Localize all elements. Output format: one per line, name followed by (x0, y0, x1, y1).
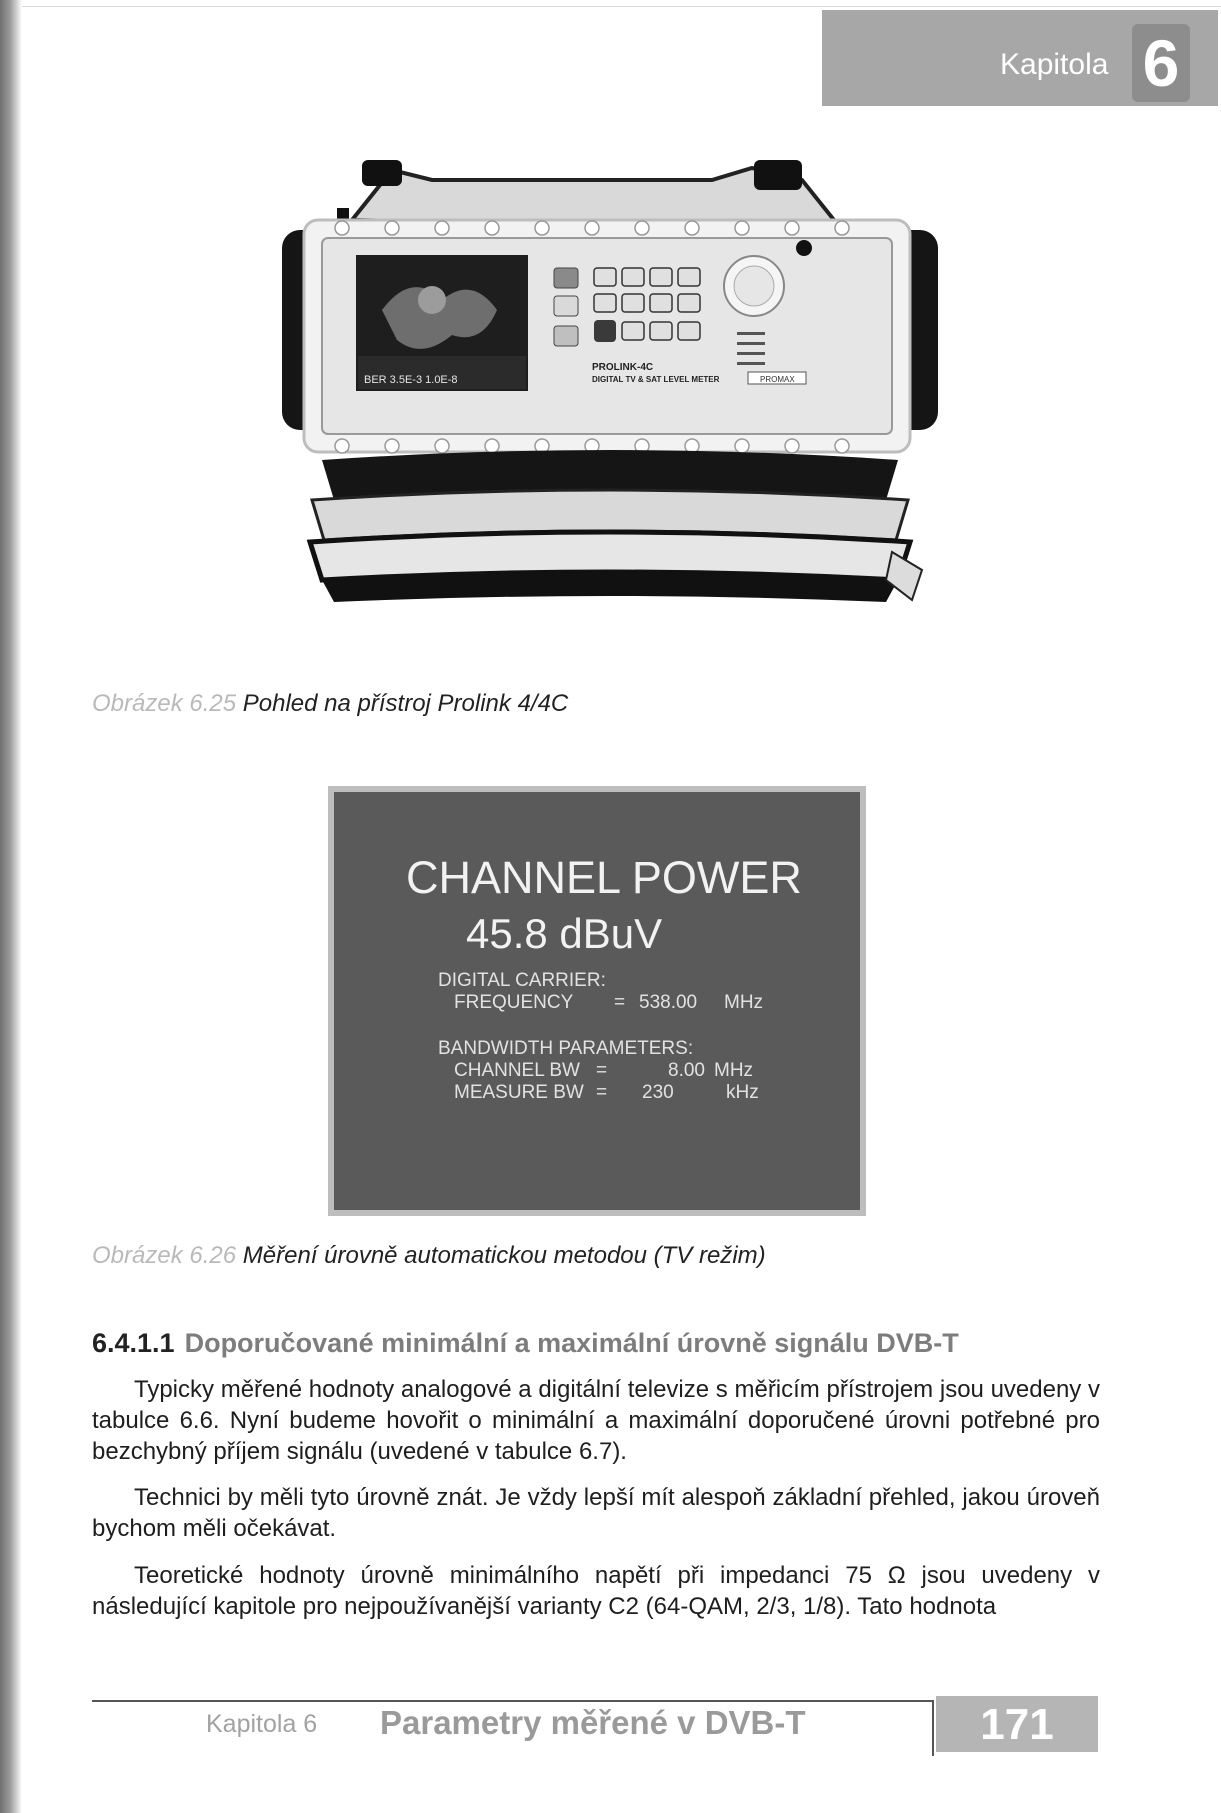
chapter-tab (822, 10, 1218, 106)
channel-bw-unit: MHz (714, 1060, 754, 1081)
device-subtitle: DIGITAL TV & SAT LEVEL METER (592, 375, 720, 384)
footer-divider (932, 1700, 934, 1756)
paragraph-3 (92, 1560, 1100, 1622)
device-model: PROLINK-4C (592, 362, 654, 373)
page-binding-shadow (0, 0, 22, 1813)
frequency-label: FREQUENCY (454, 992, 574, 1013)
section-number: 6.4.1.1 (92, 1328, 175, 1358)
channel-bw-label: CHANNEL BW (454, 1060, 580, 1081)
measure-bw-value: 230 (642, 1082, 674, 1103)
frequency-unit: MHz (724, 992, 764, 1013)
paragraph-2-text: Technici by měli tyto úrovně znát. Je vždy lepší mít alespoň základní přehled, jakou úroveň bychom měli očekávat. (92, 1484, 1100, 1542)
figure-caption-1 (92, 690, 568, 718)
device-brand: PROMAX (760, 375, 795, 384)
channel-bw-value: 8.00 (668, 1060, 705, 1081)
screen-title: CHANNEL POWER (406, 852, 802, 903)
paragraph-3-text: Teoretické hodnoty úrovně minimálního napětí při impedanci 75 Ω jsou uvedeny v následující kapitole pro nejpoužívanější varianty C2 (64-QAM, 2/3, 1/8). Tato hodnota (92, 1562, 1100, 1620)
figure-caption-2 (92, 1242, 766, 1270)
measure-bw-label: MEASURE BW (454, 1082, 584, 1103)
footer-title: Parametry měřené v DVB-T (380, 1704, 806, 1741)
top-rule (22, 6, 1221, 7)
channel-bw-eq: = (596, 1060, 608, 1081)
paragraph-1-text: Typicky měřené hodnoty analogové a digitální televize s měřicím přístrojem jsou uvedeny v tabulce 6.6. Nyní budeme hovořit o minimální a maximální doporučené úrovni potřebné pro bezchybný příjem signálu (uvedené v tabulce 6.7). (92, 1376, 1100, 1465)
device-screen-text: BER 3.5E-3 1.0E-8 (364, 374, 458, 386)
footer-chapter: Kapitola 6 (206, 1710, 318, 1738)
measure-bw-unit: kHz (726, 1082, 759, 1103)
device-photo (282, 160, 938, 610)
carrier-heading: DIGITAL CARRIER: (438, 970, 606, 991)
figure-caption-1-number: Obrázek 6.25 (92, 690, 237, 717)
measure-bw-eq: = (596, 1082, 608, 1103)
channel-power-screen (328, 786, 866, 1216)
paragraph-2 (92, 1482, 1100, 1544)
paragraph-1 (92, 1374, 1100, 1467)
section-title: Doporučované minimální a maximální úrovně signálu DVB-T (184, 1328, 959, 1358)
section-heading (92, 1328, 959, 1359)
footer-rule (92, 1700, 932, 1702)
figure-caption-2-text: Měření úrovně automatickou metodou (TV režim) (242, 1242, 766, 1269)
screen-value: 45.8 dBuV (466, 910, 663, 957)
bandwidth-heading: BANDWIDTH PARAMETERS: (438, 1038, 694, 1059)
chapter-tab-label: Kapitola (1000, 48, 1109, 81)
figure-caption-2-number: Obrázek 6.26 (92, 1242, 237, 1269)
frequency-value: 538.00 (639, 992, 698, 1013)
chapter-tab-number: 6 (1132, 24, 1190, 102)
frequency-eq: = (614, 992, 626, 1013)
page-number: 171 (936, 1696, 1098, 1752)
figure-caption-1-text: Pohled na přístroj Prolink 4/4C (242, 690, 569, 717)
